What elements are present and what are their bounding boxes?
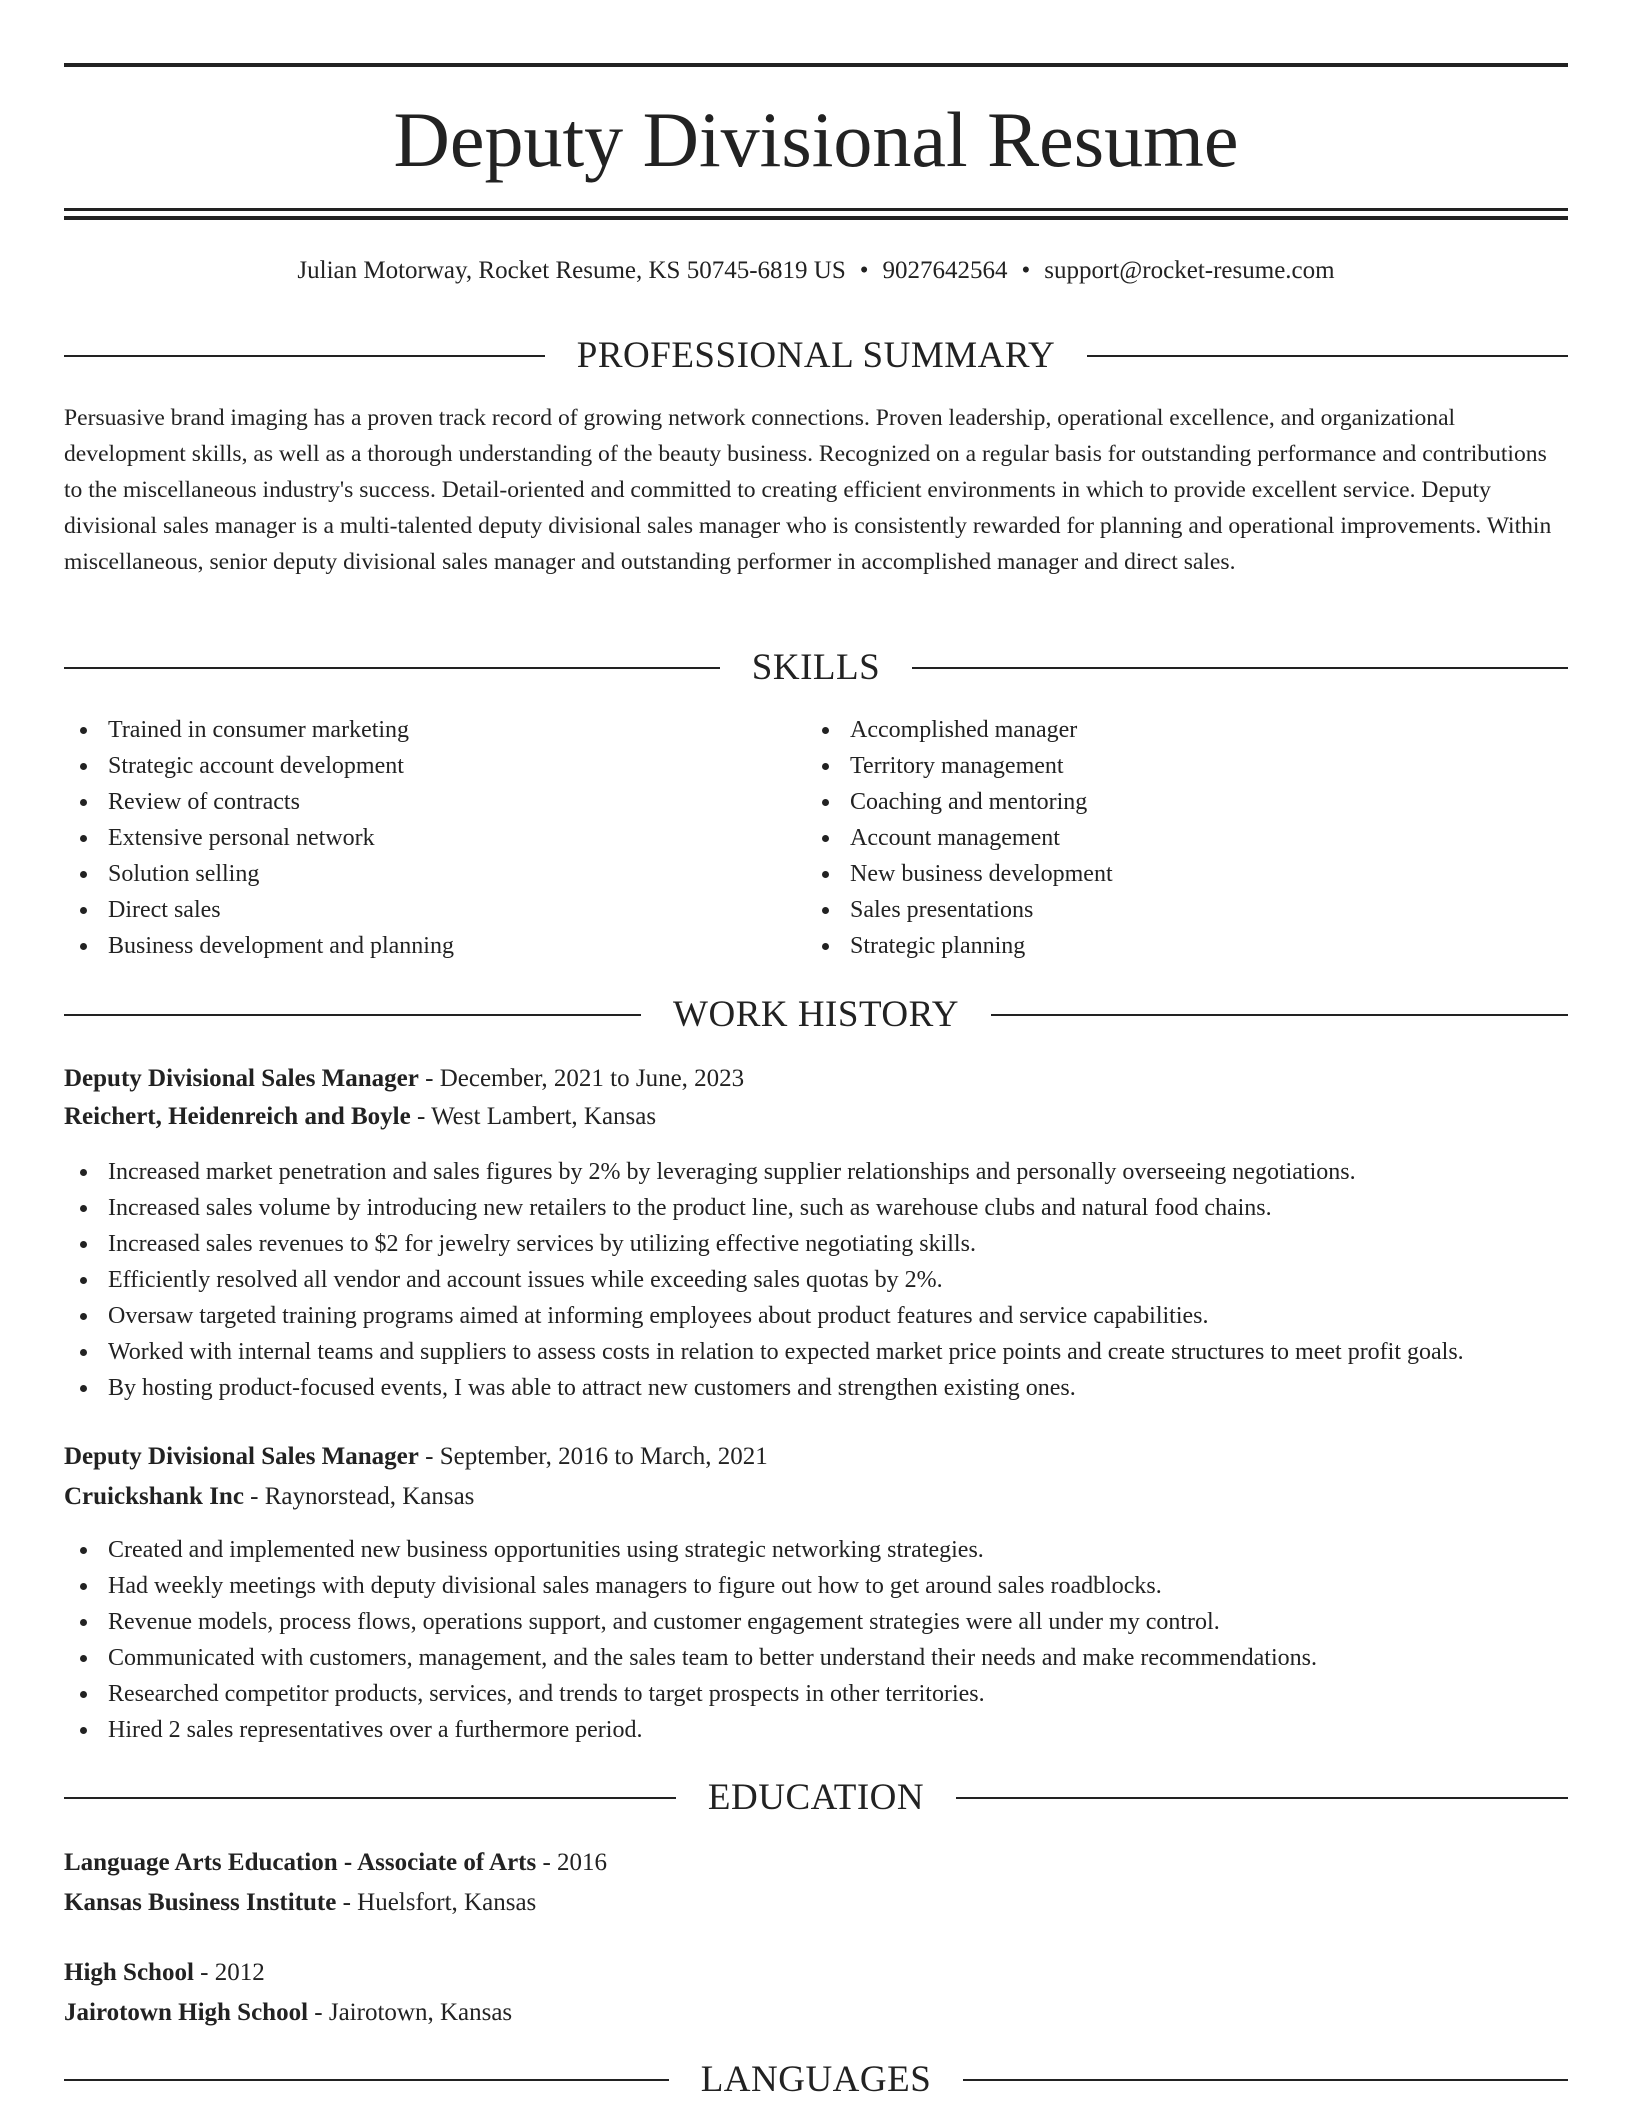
- job-company-line: [64, 1099, 1568, 1135]
- job-bullet: Efficiently resolved all vendor and account issues while exceeding sales quotas by 2%.: [64, 1262, 1568, 1298]
- title-rule-upper: [64, 208, 1568, 211]
- education-location: - Jairotown, Kansas: [308, 1999, 513, 2026]
- job-company: Cruickshank Inc: [64, 1483, 244, 1510]
- heading-rule: [64, 1014, 641, 1016]
- job-bullet: Hired 2 sales representatives over a furthermore period.: [64, 1712, 1568, 1748]
- heading-rule: [963, 2079, 1568, 2081]
- education-school-line: [64, 1885, 1568, 1921]
- contact-phone: 9027642564: [882, 257, 1008, 284]
- top-rule: [64, 63, 1568, 67]
- education-degree: Language Arts Education - Associate of Arts: [64, 1849, 537, 1876]
- heading-rule: [64, 355, 545, 357]
- section-heading-summary: [64, 334, 1568, 378]
- skill-item: Strategic planning: [806, 928, 1113, 964]
- heading-rule: [991, 1014, 1568, 1016]
- job-bullets: [64, 1154, 1568, 1406]
- job-bullet: Increased sales volume by introducing new retailers to the product line, such as warehouse clubs and natural food chains.: [64, 1190, 1568, 1226]
- skill-item: Direct sales: [64, 892, 454, 928]
- job-bullet: Researched competitor products, services, and trends to target prospects in other territories.: [64, 1676, 1568, 1712]
- heading-rule: [64, 1797, 676, 1799]
- heading-rule: [64, 667, 720, 669]
- skill-item: Accomplished manager: [806, 712, 1113, 748]
- skills-list-right: [806, 712, 1113, 964]
- skill-item: New business development: [806, 856, 1113, 892]
- skill-item: Extensive personal network: [64, 820, 454, 856]
- education-year: - 2012: [193, 1959, 265, 1986]
- contact-email: support@rocket-resume.com: [1044, 257, 1335, 284]
- job-bullet: Increased market penetration and sales figures by 2% by leveraging supplier relationships and personally overseeing negotiations.: [64, 1154, 1568, 1190]
- heading-rule: [1087, 355, 1568, 357]
- job-bullet: Communicated with customers, management, and the sales team to better understand their needs and make recommendations.: [64, 1640, 1568, 1676]
- education-degree: High School: [64, 1959, 194, 1986]
- skill-item: Solution selling: [64, 856, 454, 892]
- education-degree-line: [64, 1845, 1568, 1881]
- section-title: EDUCATION: [707, 1777, 925, 1818]
- skill-item: Coaching and mentoring: [806, 784, 1113, 820]
- job-company-line: [64, 1479, 1568, 1515]
- section-heading-education: [64, 1776, 1568, 1820]
- job-company: Reichert, Heidenreich and Boyle: [64, 1103, 411, 1130]
- heading-rule: [64, 2079, 669, 2081]
- job-bullet: By hosting product-focused events, I was able to attract new customers and strengthen existing ones.: [64, 1370, 1568, 1406]
- job-dates: - September, 2016 to March, 2021: [418, 1443, 768, 1470]
- skill-item: Account management: [806, 820, 1113, 856]
- education-degree-line: [64, 1955, 1568, 1991]
- contact-separator: •: [859, 257, 869, 284]
- job-title: Deputy Divisional Sales Manager: [64, 1443, 419, 1470]
- heading-rule: [912, 667, 1568, 669]
- contact-line: [64, 254, 1568, 288]
- job-location: - Raynorstead, Kansas: [243, 1483, 475, 1510]
- contact-address: Julian Motorway, Rocket Resume, KS 50745-6819 US: [297, 257, 846, 284]
- education-year: - 2016: [536, 1849, 608, 1876]
- section-title: LANGUAGES: [700, 2059, 932, 2100]
- job-dates: - December, 2021 to June, 2023: [418, 1065, 745, 1092]
- section-heading-skills: [64, 646, 1568, 690]
- education-school: Jairotown High School: [64, 1999, 309, 2026]
- skills-list-left: [64, 712, 454, 964]
- skill-item: Strategic account development: [64, 748, 454, 784]
- summary-paragraph: Persuasive brand imaging has a proven track record of growing network connections. Proven leadership, operational excellence, and organizational development skills, as well as a thorough understanding of the beauty business. Recognized on a regular basis for outstanding performance and contributions to the miscellaneous industry's success. Detail-oriented and committed to creating efficient environments in which to provide excellent service. Deputy divisional sales manager is a multi-talented deputy divisional sales manager who is consistently rewarded for planning and operational improvements. Within miscellaneous, senior deputy divisional sales manager and outstanding performer in accomplished manager and direct sales.: [64, 405, 1552, 575]
- skill-item: Territory management: [806, 748, 1113, 784]
- skill-item: Review of contracts: [64, 784, 454, 820]
- skill-item: Trained in consumer marketing: [64, 712, 454, 748]
- job-title-line: [64, 1061, 1568, 1097]
- job-bullet: Increased sales revenues to $2 for jewelry services by utilizing effective negotiating skills.: [64, 1226, 1568, 1262]
- job-location: - West Lambert, Kansas: [410, 1103, 657, 1130]
- job-bullets: [64, 1532, 1568, 1748]
- job-bullet: Had weekly meetings with deputy divisional sales managers to figure out how to get around sales roadblocks.: [64, 1568, 1568, 1604]
- education-school: Kansas Business Institute: [64, 1889, 337, 1916]
- education-school-line: [64, 1995, 1568, 2031]
- job-title-line: [64, 1439, 1568, 1475]
- heading-rule: [956, 1797, 1568, 1799]
- education-location: - Huelsfort, Kansas: [336, 1889, 537, 1916]
- job-title: Deputy Divisional Sales Manager: [64, 1065, 419, 1092]
- section-heading-languages: [64, 2058, 1568, 2102]
- job-bullet: Revenue models, process flows, operations support, and customer engagement strategies were all under my control.: [64, 1604, 1568, 1640]
- job-bullet: Oversaw targeted training programs aimed at informing employees about product features and service capabilities.: [64, 1298, 1568, 1334]
- job-bullet: Worked with internal teams and suppliers to assess costs in relation to expected market price points and create structures to meet profit goals.: [64, 1334, 1568, 1370]
- resume-title: Deputy Divisional Resume: [393, 96, 1239, 183]
- title-rule-lower: [64, 216, 1568, 220]
- skill-item: Business development and planning: [64, 928, 454, 964]
- section-heading-work: [64, 993, 1568, 1037]
- section-title: WORK HISTORY: [673, 994, 959, 1035]
- contact-separator: •: [1021, 257, 1031, 284]
- job-bullet: Created and implemented new business opportunities using strategic networking strategies.: [64, 1532, 1568, 1568]
- section-title: PROFESSIONAL SUMMARY: [576, 335, 1056, 376]
- section-title: SKILLS: [751, 647, 881, 688]
- skill-item: Sales presentations: [806, 892, 1113, 928]
